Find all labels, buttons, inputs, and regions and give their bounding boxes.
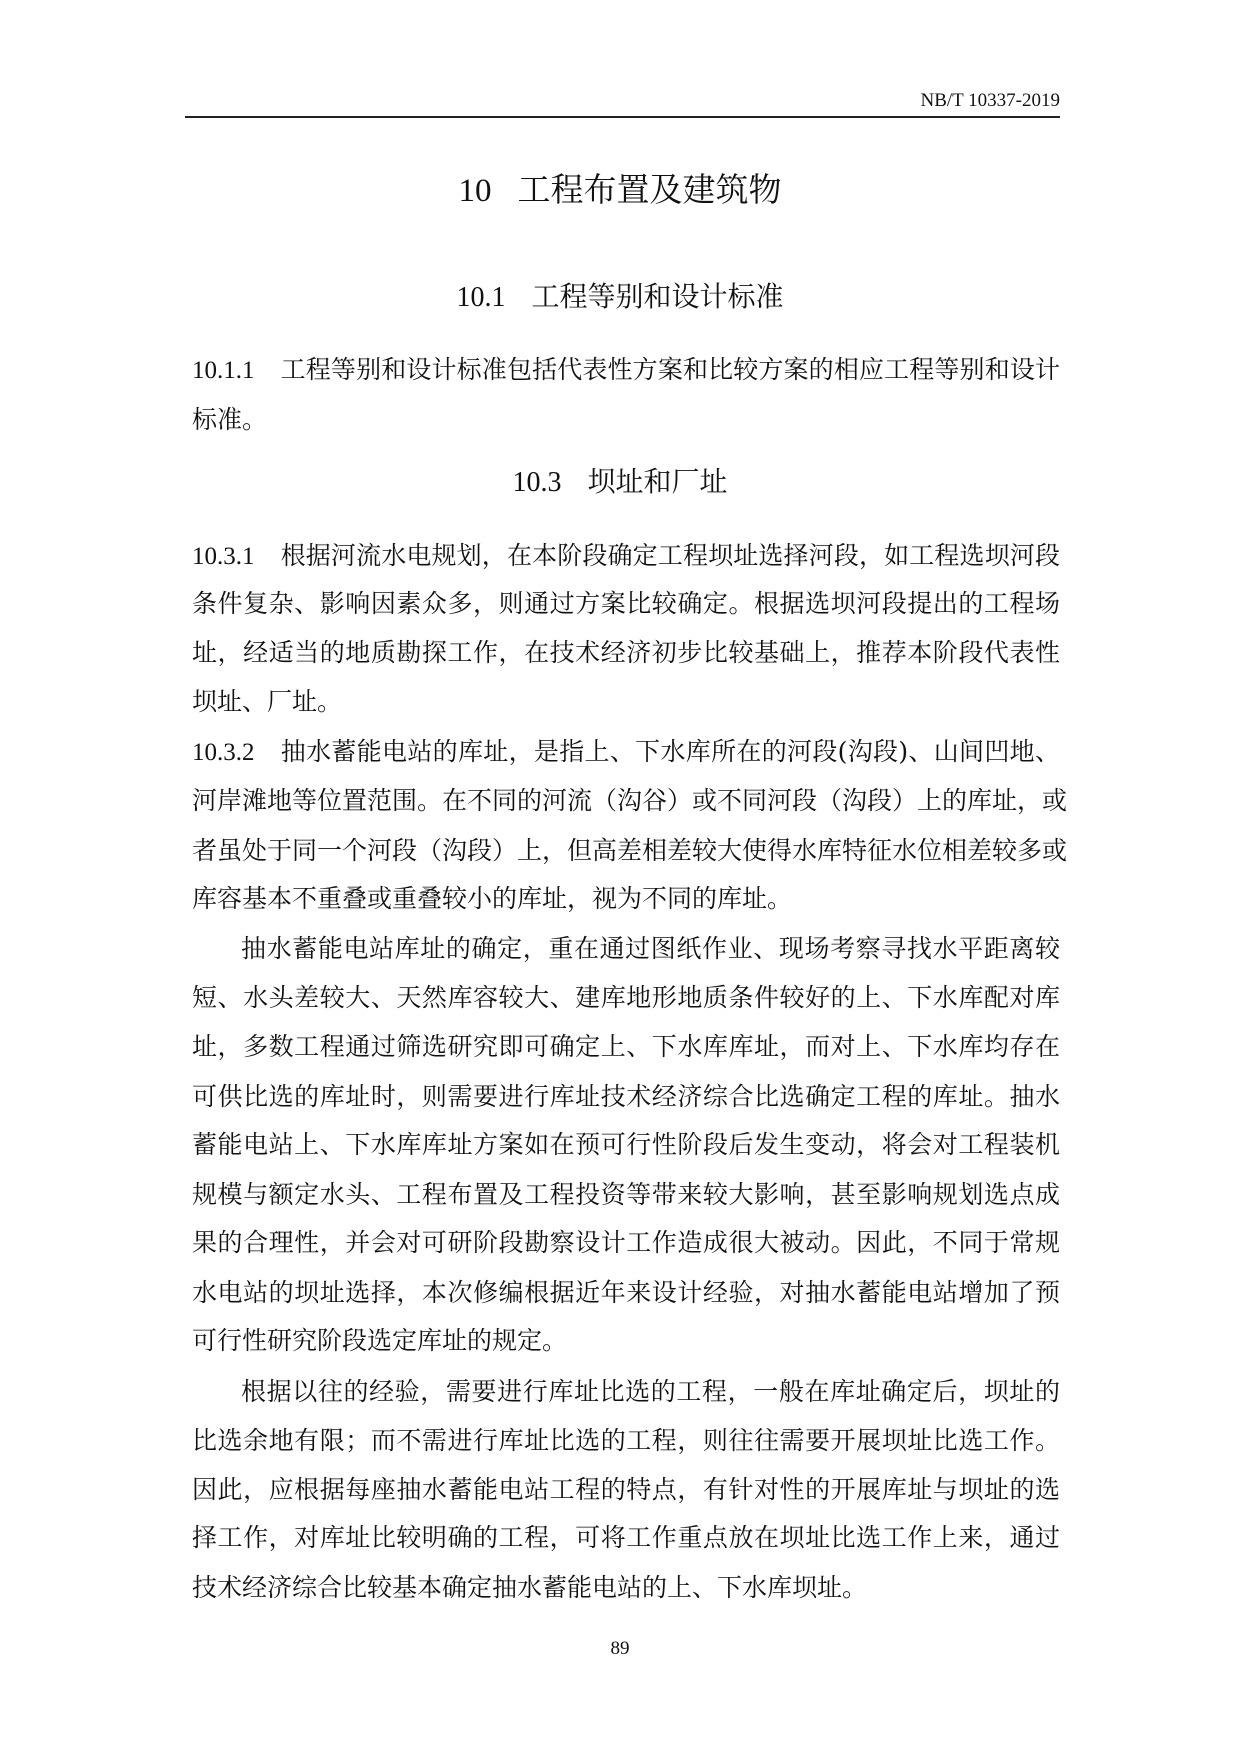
paragraph-line	[192, 686, 1060, 718]
line-text: 比选余地有限；而不需进行库址比选的工程，则往往需要开展坝址比选工作。	[192, 1426, 1060, 1455]
line-text: 因此，应根据每座抽水蓄能电站工程的特点，有针对性的开展库址与坝址的选	[192, 1475, 1060, 1504]
line-text: 择工作，对库址比较明确的工程，可将工作重点放在坝址比选工作上来，通过	[192, 1523, 1060, 1552]
paragraph-line	[192, 1227, 1060, 1259]
clause-number: 10.3.2	[192, 739, 255, 766]
line-text: 可行性研究阶段选定库址的规定。	[192, 1326, 568, 1355]
chapter-number: 10	[458, 173, 492, 209]
paragraph-line	[192, 540, 1060, 573]
section-10-1-heading	[0, 275, 1240, 315]
paragraph-line	[192, 785, 1068, 817]
line-text: 根据以往的经验，需要进行库址比选的工程，一般在库址确定后，坝址的	[241, 1377, 1060, 1406]
clause-number: 10.3.1	[192, 543, 255, 570]
line-text: 条件复杂、影响因素众多，则通过方案比较确定。根据选坝河段提出的工程场	[192, 589, 1060, 618]
paragraph-line	[192, 1129, 1060, 1161]
line-text: 库容基本不重叠或重叠较小的库址，视为不同的库址。	[192, 884, 793, 913]
line-text: 短、水头差较大、天然库容较大、建库地形地质条件较好的上、下水库配对库	[192, 983, 1060, 1012]
section-number: 10.3	[512, 467, 562, 498]
standard-code-header: NB/T 10337-2019	[920, 90, 1060, 111]
line-text: 可供比选的库址时，则需要进行库址技术经济综合比选确定工程的库址。抽水	[192, 1082, 1060, 1111]
chapter-title-text: 工程布置及建筑物	[517, 170, 782, 209]
section-10-3-heading	[0, 460, 1240, 500]
paragraph-line	[192, 637, 1060, 669]
line-text: 根据河流水电规划，在本阶段确定工程坝址选择河段，如工程选坝河段	[280, 541, 1060, 570]
clause-number: 10.1.1	[192, 357, 255, 384]
header-rule	[185, 116, 1060, 118]
page-number: 89	[610, 1638, 630, 1659]
paragraph-line	[192, 354, 1060, 387]
chapter-title	[0, 164, 1240, 211]
paragraph-line	[192, 1081, 1060, 1113]
line-text: 蓄能电站上、下水库库址方案如在预可行性阶段后发生变动，将会对工程装机	[192, 1130, 1060, 1159]
line-text: 抽水蓄能电站的库址，是指上、下水库所在的河段(沟段)、山间凹地、	[280, 737, 1060, 766]
line-text: 坝址、厂址。	[192, 687, 343, 716]
paragraph-line	[192, 736, 1060, 769]
paragraph-line	[192, 1425, 1060, 1457]
line-text: 抽水蓄能电站库址的确定，重在通过图纸作业、现场考察寻找水平距离较	[241, 934, 1060, 963]
line-text: 水电站的坝址选择，本次修编根据近年来设计经验，对抽水蓄能电站增加了预	[192, 1278, 1060, 1307]
section-title: 坝址和厂址	[587, 465, 728, 498]
paragraph-line	[192, 883, 1060, 915]
line-text: 标准。	[192, 405, 268, 434]
line-text: 工程等别和设计标准包括代表性方案和比较方案的相应工程等别和设计	[280, 355, 1060, 384]
paragraph-line	[192, 835, 1068, 867]
paragraph-line	[192, 1277, 1060, 1309]
section-number: 10.1	[456, 282, 506, 313]
line-text: 址，经适当的地质勘探工作，在技术经济初步比较基础上，推荐本阶段代表性	[192, 638, 1060, 667]
line-text: 规模与额定水头、工程布置及工程投资等带来较大影响，甚至影响规划选点成	[192, 1180, 1060, 1209]
paragraph-line	[192, 1031, 1060, 1063]
paragraph-line	[192, 1522, 1060, 1554]
line-text: 果的合理性，并会对可研阶段勘察设计工作造成很大被动。因此，不同于常规	[192, 1228, 1060, 1257]
paragraph-line	[192, 1179, 1060, 1211]
paragraph-line	[192, 982, 1060, 1014]
paragraph-line	[192, 588, 1060, 620]
paragraph-line	[192, 1572, 1060, 1604]
line-text: 者虽处于同一个河段（沟段）上，但高差相差较大使得水库特征水位相差较多或	[192, 836, 1068, 865]
line-text: 址，多数工程通过筛选研究即可确定上、下水库库址，而对上、下水库均存在	[192, 1032, 1060, 1061]
line-text: 河岸滩地等位置范围。在不同的河流（沟谷）或不同河段（沟段）上的库址，或	[192, 786, 1068, 815]
section-title: 工程等别和设计标准	[531, 280, 784, 313]
line-text: 技术经济综合比较基本确定抽水蓄能电站的上、下水库坝址。	[192, 1573, 868, 1602]
paragraph-line	[192, 1474, 1060, 1506]
paragraph-line	[241, 933, 1060, 965]
paragraph-line	[241, 1376, 1060, 1408]
paragraph-line	[192, 1325, 1060, 1357]
paragraph-line	[192, 404, 1060, 436]
